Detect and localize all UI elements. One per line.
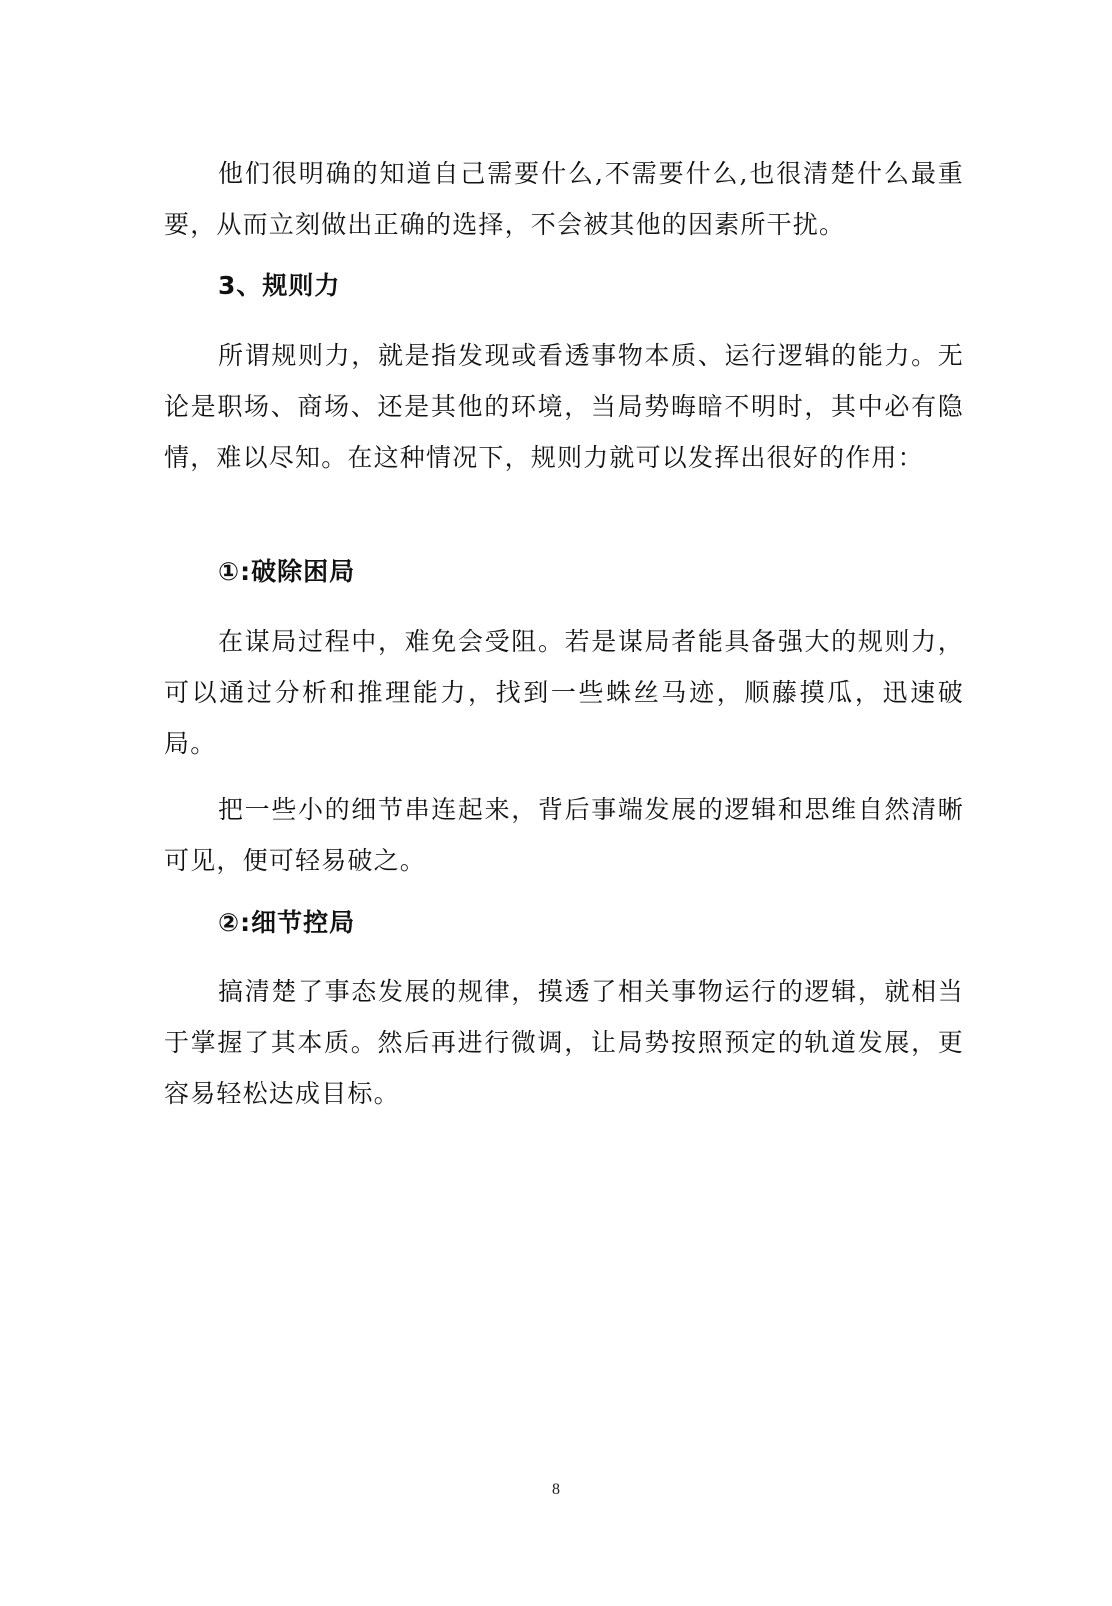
page-number: 8 (552, 1481, 560, 1498)
section-heading-rule-power: 3、规则力 (218, 271, 341, 300)
subheading-detail-control: ②:细节控局 (218, 908, 356, 937)
subheading-break-deadlock: ①:破除困局 (218, 557, 356, 586)
paragraph-4: 把一些小的细节串连起来，背后事端发展的逻辑和思维自然清晰可见，便可轻易破之。 (164, 795, 964, 875)
paragraph-3: 在谋局过程中，难免会受阻。若是谋局者能具备强大的规则力，可以通过分析和推理能力，找到一些蛛丝马迹，顺藤摸瓜，迅速破局。 (164, 627, 964, 758)
paragraph-2: 所谓规则力，就是指发现或看透事物本质、运行逻辑的能力。无论是职场、商场、还是其他的环境，当局势晦暗不明时，其中必有隐情，难以尽知。在这种情况下，规则力就可以发挥出很好的作用： (164, 341, 964, 472)
paragraph-5: 搞清楚了事态发展的规律，摸透了相关事物运行的逻辑，就相当于掌握了其本质。然后再进行微调，让局势按照预定的轨道发展，更容易轻松达成目标。 (164, 977, 964, 1108)
paragraph-1: 他们很明确的知道自己需要什么,不需要什么,也很清楚什么最重要，从而立刻做出正确的选择，不会被其他的因素所干扰。 (164, 159, 964, 239)
